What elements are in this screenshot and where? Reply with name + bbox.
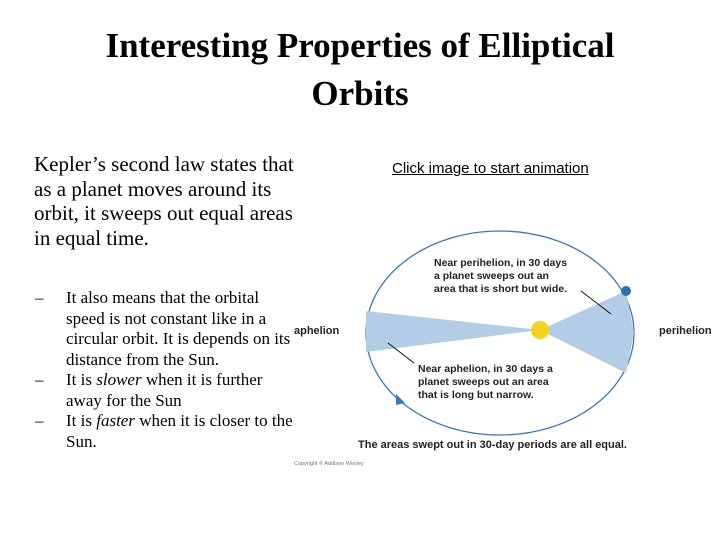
dash-marker: – <box>35 288 44 307</box>
sub-bullet-1 <box>34 288 296 370</box>
planet <box>621 286 631 296</box>
equal-areas-caption: The areas swept out in 30-day periods are all equal. <box>358 439 627 451</box>
aphelion-label: aphelion <box>294 325 340 337</box>
perihelion-sector <box>540 291 634 373</box>
emphasis-slower: slower <box>96 370 142 389</box>
perihelion-label: perihelion <box>659 325 712 337</box>
sub-bullet-2 <box>34 370 296 411</box>
title-line-2: Orbits <box>311 74 409 113</box>
note-line: area that is short but wide. <box>434 283 568 295</box>
dash-marker: – <box>35 411 44 430</box>
perihelion-note <box>434 257 570 295</box>
note-line: Near perihelion, in 30 days <box>434 257 568 269</box>
sub-bullet-text: It also means that the orbital speed is not constant like in a circular orbit. It is depends on its distance from the Sun. <box>66 288 291 369</box>
sub-bullet-text: when it is further away for the Sun <box>66 370 263 410</box>
start-animation-link[interactable]: Click image to start animation <box>392 160 589 177</box>
orbit-diagram[interactable] <box>285 220 720 485</box>
note-line: Near aphelion, in 30 days a <box>418 363 553 375</box>
sub-bullet-list <box>34 288 296 452</box>
emphasis-faster: faster <box>96 411 135 430</box>
note-line: a planet sweeps out an <box>434 270 549 282</box>
sub-bullet-text: It is <box>66 370 97 389</box>
dash-marker: – <box>35 370 44 389</box>
note-line: planet sweeps out an area <box>418 376 549 388</box>
aphelion-note <box>418 363 556 401</box>
slide-title <box>0 22 720 118</box>
main-bullet: Kepler’s second law states that as a planet moves around its orbit, it sweeps out equal areas in equal time. <box>34 152 294 250</box>
sub-bullet-text: It is <box>66 411 97 430</box>
sun <box>531 321 549 339</box>
note-line: that is long but narrow. <box>418 389 534 401</box>
copyright-note: Copyright © Addison Wesley <box>294 461 364 467</box>
sub-bullet-3 <box>34 411 296 452</box>
title-line-1: Interesting Properties of Elliptical <box>105 26 615 65</box>
sub-bullet-text: when it is closer to the Sun. <box>66 411 293 451</box>
